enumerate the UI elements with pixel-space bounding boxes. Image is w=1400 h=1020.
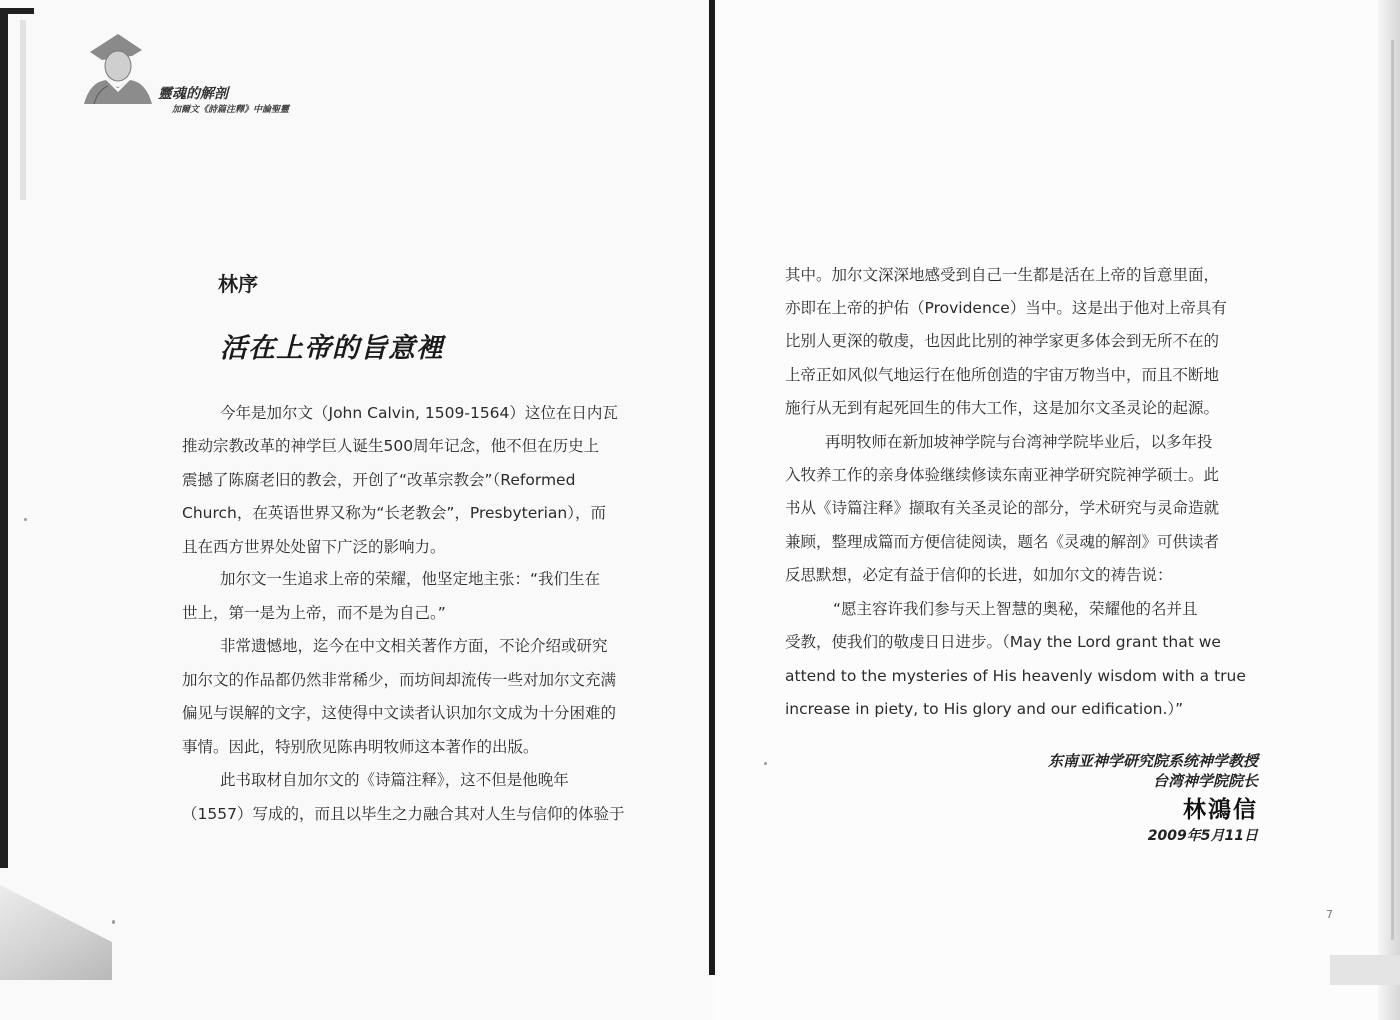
body-line: 偏见与误解的文字，这使得中文读者认识加尔文成为十分困难的 xyxy=(182,704,617,722)
body-line: 其中。加尔文深深地感受到自己一生都是活在上帝的旨意里面， xyxy=(785,266,1220,284)
body-line: “愿主容许我们参与天上智慧的奥秘，荣耀他的名并且 xyxy=(833,600,1198,618)
body-line: （1557）写成的，而且以毕生之力融合其对人生与信仰的体验于 xyxy=(182,805,625,823)
scan-margin-shade xyxy=(20,20,26,200)
body-line: 加尔文的作品都仍然非常稀少，而坊间却流传一些对加尔文充满 xyxy=(182,671,617,689)
page-corner-curl-right xyxy=(1330,955,1400,985)
body-line: increase in piety, to His glory and our edification.）” xyxy=(785,700,1184,718)
page-edge-shade xyxy=(1378,0,1400,1020)
scan-speck xyxy=(112,920,115,924)
body-line: 事情。因此，特别欣见陈冉明牧师这本著作的出版。 xyxy=(182,738,539,756)
body-line: 此书取材自加尔文的《诗篇注释》，这不但是他晚年 xyxy=(220,771,569,789)
body-line: 比别人更深的敬虔，也因此比别的神学家更多体会到无所不在的 xyxy=(785,332,1220,350)
scan-edge-bar xyxy=(0,8,8,868)
body-line: 受教，使我们的敬虔日日进步。（May the Lord grant that we xyxy=(785,633,1221,651)
body-line: attend to the mysteries of His heavenly wisdom with a true xyxy=(785,667,1246,685)
calvin-portrait-icon xyxy=(80,22,152,104)
running-header-subtitle: 加爾文《詩篇注釋》中論聖靈 xyxy=(172,105,290,115)
body-line: 再明牧师在新加坡神学院与台湾神学院毕业后，以多年投 xyxy=(825,433,1213,451)
body-line: 上帝正如风似气地运行在他所创造的宇宙万物当中，而且不断地 xyxy=(785,366,1220,384)
body-line: 推动宗教改革的神学巨人诞生500周年记念，他不但在历史上 xyxy=(182,437,600,455)
scan-speck xyxy=(24,518,27,521)
page-edge-lines xyxy=(1391,40,1394,940)
body-line: 入牧养工作的亲身体验继续修读东南亚神学研究院神学硕士。此 xyxy=(785,466,1220,484)
page-number: 7 xyxy=(1326,908,1333,921)
running-header-title: 靈魂的解剖 xyxy=(158,86,228,102)
body-line: 加尔文一生追求上帝的荣耀，他坚定地主张：“我们生在 xyxy=(220,570,601,588)
body-line: Church，在英语世界又称为“长老教会”，Presbyterian），而 xyxy=(182,504,607,522)
scan-edge-mark xyxy=(8,8,34,14)
body-line: 书从《诗篇注释》撷取有关圣灵论的部分，学术研究与灵命造就 xyxy=(785,499,1220,517)
body-line: 今年是加尔文（John Calvin, 1509-1564）这位在日内瓦 xyxy=(220,404,618,422)
signature-name: 林鴻信 xyxy=(1183,796,1258,823)
scan-speck xyxy=(764,762,767,765)
essay-title: 活在上帝的旨意裡 xyxy=(220,333,444,364)
section-label: 林序 xyxy=(218,272,258,296)
body-line: 兼顾，整理成篇而方便信徒阅读，题名《灵魂的解剖》可供读者 xyxy=(785,533,1220,551)
body-line: 且在西方世界处处留下广泛的影响力。 xyxy=(182,538,446,556)
body-line: 施行从无到有起死回生的伟大工作，这是加尔文圣灵论的起源。 xyxy=(785,399,1220,417)
signature-date: 2009年5月11日 xyxy=(1147,828,1258,844)
book-gutter xyxy=(709,0,715,975)
body-line: 反思默想，必定有益于信仰的长进，如加尔文的祷告说： xyxy=(785,566,1173,584)
body-line: 亦即在上帝的护佑（Providence）当中。这是出于他对上帝具有 xyxy=(785,299,1227,317)
body-line: 非常遗憾地，迄今在中文相关著作方面，不论介绍或研究 xyxy=(220,637,608,655)
signature-institution-line2: 台湾神学院院长 xyxy=(1152,772,1258,790)
body-line: 震撼了陈腐老旧的教会，开创了“改革宗教会”（Reformed xyxy=(182,471,576,489)
signature-institution-line1: 东南亚神学研究院系统神学教授 xyxy=(1047,752,1258,770)
body-line: 世上，第一是为上帝，而不是为自己。” xyxy=(182,604,446,622)
